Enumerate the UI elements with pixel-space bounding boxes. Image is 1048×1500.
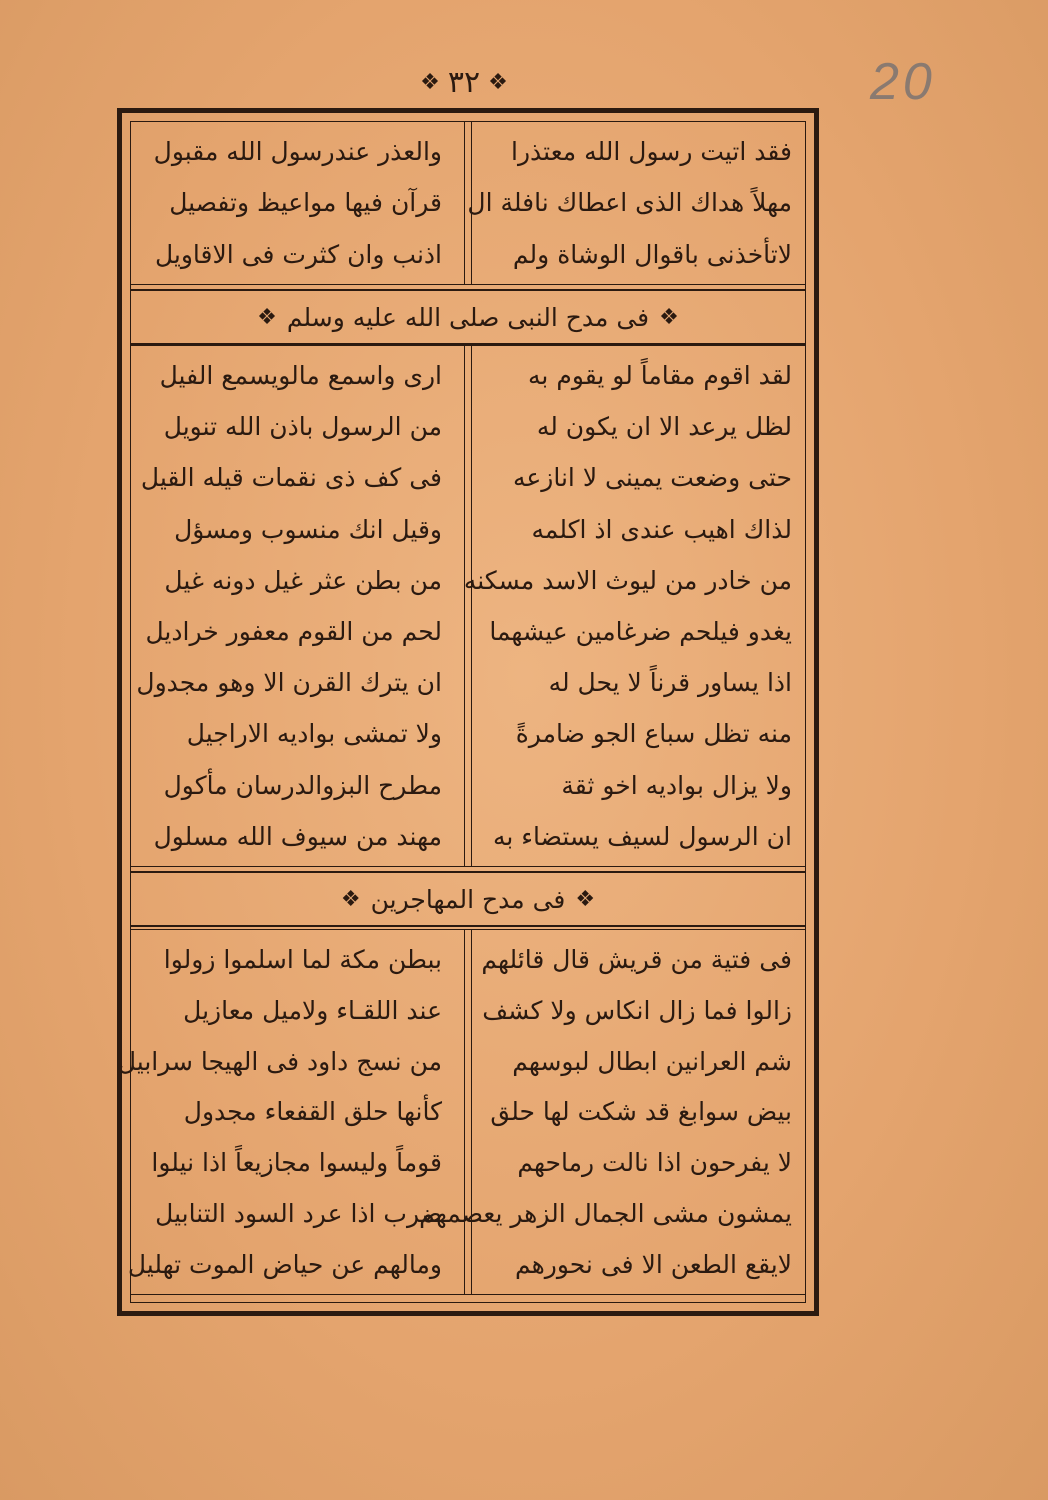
verse-block-emigrants xyxy=(117,929,806,1295)
verse-line: لا يفرحون اذا نالت رماحهم xyxy=(517,1148,792,1178)
verse-line: عند اللقـاء ولاميل معازيل xyxy=(183,995,442,1025)
verse-line: ولا تمشى بواديه الاراجيل xyxy=(186,719,442,749)
verse-line: لايقع الطعن الا فى نحورهم xyxy=(514,1249,792,1279)
verse-column-left xyxy=(117,930,456,1294)
verse-column-right xyxy=(467,122,806,284)
verse-line: فقد اتيت رسول الله معتذرا xyxy=(511,137,792,167)
verse-line: قرآن فيها مواعيظ وتفصيل xyxy=(169,188,442,218)
verse-line: مهلاً هداك الذى اعطاك نافلة ال xyxy=(467,188,792,218)
verse-line: ضرب اذا عرد السود التنابيل xyxy=(155,1199,442,1229)
verse-line: بيض سوابغ قد شكت لها حلق xyxy=(490,1097,792,1127)
ornament-icon: ❖ xyxy=(257,304,277,330)
verse-line: من الرسول باذن الله تنويل xyxy=(163,412,442,442)
verse-line: يغدو فيلحم ضرغامين عيشهما xyxy=(489,617,792,647)
verse-line: ببطن مكة لما اسلموا زولوا xyxy=(163,944,442,974)
verse-line: من نسج داود فى الهيجا سرابيل xyxy=(117,1046,442,1076)
verse-line: ارى واسمع مالويسمع الفيل xyxy=(159,361,442,391)
verse-line: لحم من القوم معفور خراديل xyxy=(145,617,442,647)
verse-line: لاتأخذنى باقوال الوشاة ولم xyxy=(512,239,792,269)
column-divider xyxy=(464,122,472,284)
verse-line: من بطن عثر غيل دونه غيل xyxy=(164,565,442,595)
verse-line: لقد اقوم مقاماً لو يقوم به xyxy=(528,361,792,391)
verse-line: لذاك اهيب عندى اذ اكلمه xyxy=(531,514,792,544)
verse-line: فى فتية من قريش قال قائلهم xyxy=(481,944,792,974)
verse-line: منه تظل سباع الجو ضامرةً xyxy=(515,719,792,749)
section-heading-prophet xyxy=(130,289,806,345)
verse-line: وقيل انك منسوب ومسؤل xyxy=(174,514,442,544)
text-frame xyxy=(117,108,819,1316)
verse-block-prophet xyxy=(130,345,806,867)
verse-line: ولا يزال بواديه اخو ثقة xyxy=(561,770,792,800)
verse-column-left xyxy=(130,346,456,866)
verse-line: لظل يرعد الا ان يكون له xyxy=(536,412,792,442)
ornament-icon: ❖ xyxy=(659,304,679,330)
column-divider xyxy=(464,930,472,1294)
verse-column-left xyxy=(130,122,456,284)
verse-line: والعذر عندرسول الله مقبول xyxy=(153,137,442,167)
verse-line: شم العرانين ابطال لبوسهم xyxy=(512,1046,792,1076)
verse-line: يمشون مشى الجمال الزهر يعصمهم xyxy=(419,1199,792,1229)
verse-line: قوماً وليسوا مجازيعاً اذا نيلوا xyxy=(151,1148,442,1178)
verse-line: حتى وضعت يمينى لا انازعه xyxy=(512,463,792,493)
verse-line: ان الرسول لسيف يستضاء به xyxy=(492,821,792,851)
column-divider xyxy=(464,346,472,866)
ornament-icon: ❖ xyxy=(488,69,508,95)
ornament-icon: ❖ xyxy=(575,886,596,912)
heading-text: فى مدح النبى صلى الله عليه وسلم xyxy=(286,302,650,332)
verse-line: مطرح البزوالدرسان مأكول xyxy=(163,770,442,800)
verse-line: اذنب وان كثرت فى الاقاويل xyxy=(154,239,442,269)
verse-line: مهند من سيوف الله مسلول xyxy=(153,821,442,851)
handwritten-annotation: 20 xyxy=(870,53,936,111)
verse-block-intro xyxy=(130,121,806,285)
verse-column-right xyxy=(463,346,806,866)
verse-column-right xyxy=(419,930,806,1294)
verse-line: ان يترك القرن الا وهو مجدول xyxy=(136,668,442,698)
page-number: ٣٢ xyxy=(447,64,481,100)
heading-text: فى مدح المهاجرين xyxy=(370,884,566,914)
verse-line: اذا يساور قرناً لا يحل له xyxy=(548,668,792,698)
ornament-icon: ❖ xyxy=(420,69,440,95)
verse-line: ومالهم عن حياض الموت تهليل xyxy=(127,1249,442,1279)
verse-line: فى كف ذى نقمات قيله القيل xyxy=(140,463,442,493)
page-number-header xyxy=(404,62,524,102)
verse-line: زالوا فما زال انكاس ولا كشف xyxy=(482,995,792,1025)
verse-line: كأنها حلق القفعاء مجدول xyxy=(183,1097,442,1127)
section-heading-emigrants xyxy=(130,871,806,927)
ornament-icon: ❖ xyxy=(340,886,361,912)
verse-line: من خادر من ليوث الاسد مسكنه xyxy=(463,565,792,595)
